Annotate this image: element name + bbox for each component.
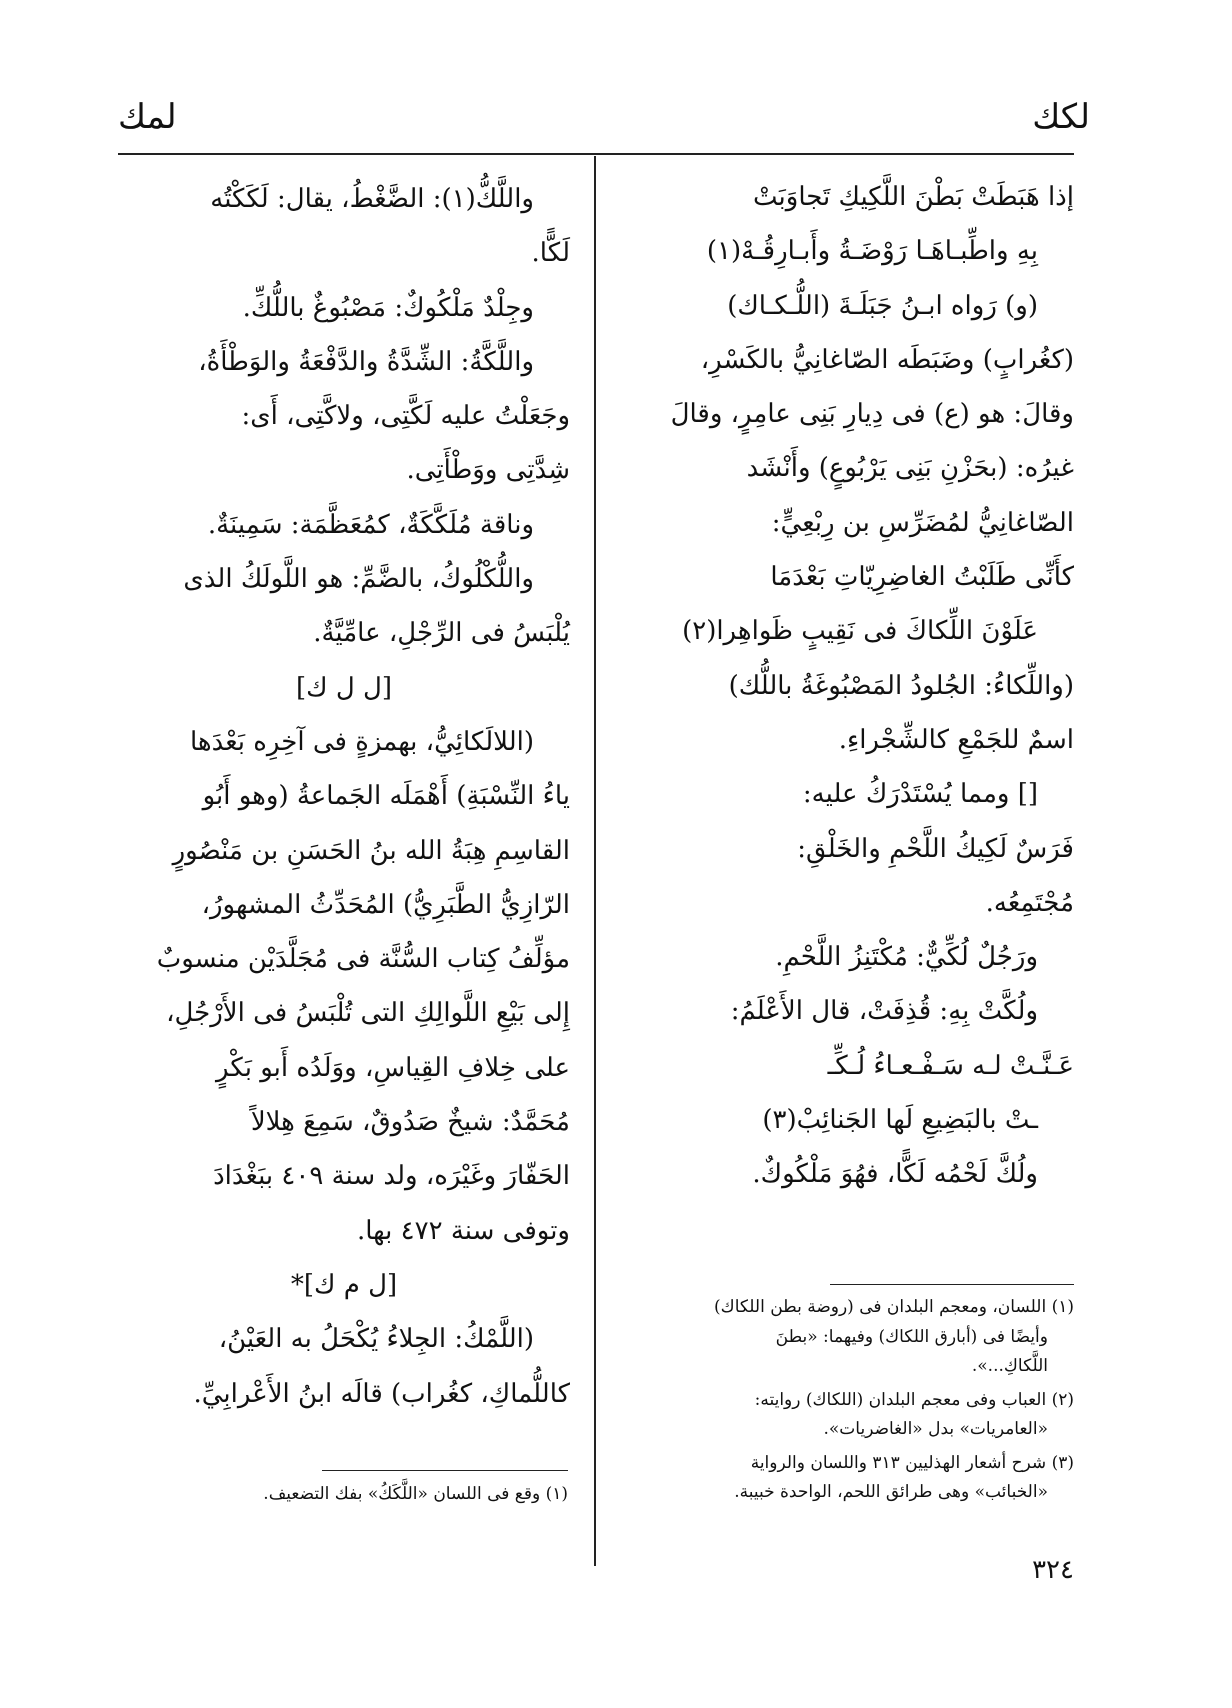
text-line: بِهِ واطِّبـاهَـا رَوْضَـةُ وأَبـارِقُـهْ(١)	[706, 236, 1038, 267]
footnotes-left	[180, 1480, 568, 1514]
footnote-rule-left	[322, 1470, 568, 1471]
text-line: إذا هَبَطَتْ بَطْنَ اللَّكِيكِ تَجاوَبَتْ	[753, 182, 1074, 212]
footnote-line: (٢) العباب وفى معجم البلدان (اللكاك) روايته:	[754, 1389, 1074, 1410]
section-heading: [ل م ك]*	[290, 1269, 398, 1300]
text-line: يُلْبَسُ فى الرِّجْلِ، عامِّيَّةٌ.	[313, 618, 570, 649]
text-line: مُجْتَمِعُه.	[985, 887, 1074, 918]
left-column	[118, 172, 570, 1421]
text-line: واللَّكَّةُ: الشِّدَّةُ والدَّفْعَةُ والوَطْأَةُ،	[198, 346, 534, 377]
text-line: وتوفى سنة ٤٧٢ بها.	[356, 1215, 570, 1246]
text-line: (و) رَواه ابـنُ جَبَلَـةَ (اللُّـكـاك)	[727, 290, 1038, 321]
footnote-line: «العامريات» بدل «الغاضريات».	[823, 1419, 1048, 1439]
text-line: مؤلِّفُ كِتاب السُّنَّة فى مُجَلَّدَيْن منسوبٌ	[156, 944, 570, 975]
text-line: لَكًّا.	[531, 238, 570, 269]
text-line: مُحَمَّدٌ: شيخٌ صَدُوقٌ، سَمِعَ هِلالاً	[250, 1107, 570, 1138]
text-line: الحَفّارَ وغَيْرَه، ولد سنة ٤٠٩ ببَغْدَادَ	[213, 1161, 570, 1192]
text-line: وجِلْدٌ مَلْكُوكٌ: مَصْبُوغٌ باللُّكِّ.	[242, 292, 534, 323]
text-line: إِلى بَيْعِ اللَّوالِكِ التى تُلْبَسُ فى الأَرْجُلِ،	[166, 998, 570, 1029]
text-line: غيرُه: (بحَزْنِ بَنِى يَرْبُوعٍ) وأَنْشَد	[746, 453, 1074, 484]
text-line: ورَجُلٌ لُكِّيٌّ: مُكْتَنِزُ اللَّحْمِ.	[775, 942, 1038, 973]
text-line: شِدَّتِى ووَطْأَتِى.	[406, 455, 570, 486]
text-line: ولُكَّ لَحْمُه لَكًّا، فهُوَ مَلْكُوكٌ.	[752, 1159, 1038, 1190]
column-divider	[594, 156, 596, 1566]
text-line: عَـنَّـتْ لـه سَـفْـعـاءُ لُـكِّـ	[827, 1050, 1074, 1081]
text-line: ـتْ بالبَضِيعِ لَها الجَنائِبْ(٣)	[762, 1105, 1038, 1136]
text-line: [] ومما يُسْتَدْرَكُ عليه:	[802, 779, 1038, 810]
text-line: الرّازِيُّ الطَّبَرِيُّ) المُحَدِّثُ المشهورُ،	[201, 889, 570, 920]
text-line: فَرَسٌ لَكِيكُ اللَّحْمِ والخَلْقِ:	[797, 833, 1074, 864]
footnote-line: (١) وقع فى اللسان «اللَّكَكُ» بفك التضعيف.	[263, 1484, 568, 1504]
text-line: ولُكَّتْ بِهِ: قُذِفَتْ، قال الأَعْلَمُ:	[730, 996, 1038, 1027]
text-line: (واللِّكاءُ: الجُلودُ المَصْبُوغَةُ باللُّك)	[728, 670, 1074, 701]
running-head-left: لمك	[118, 97, 177, 137]
footnote-line: اللَّكاكِ...».	[971, 1356, 1048, 1376]
text-line: على خِلافِ القِياسِ، ووَلَدُه أَبو بَكْرٍ	[216, 1052, 570, 1083]
text-line: ياءُ النِّسْبَةِ) أَهْمَلَه الجَماعةُ (وهو أَبُو	[202, 781, 570, 812]
text-line: وجَعَلْتُ عليه لَكَّتِى، ولاكَّتِى، أَى:	[241, 401, 570, 432]
footnote-line: «الخبائب» وهى طرائق اللحم، الواحدة خبيبة.	[734, 1482, 1048, 1502]
text-line: واللَّكُّ(١): الضَّغْطُ، يقال: لَكَكْتُه	[210, 184, 534, 214]
text-line: (كغُرابٍ) وضَبَطَه الصّاغانِيُّ بالكَسْرِ،	[700, 344, 1074, 375]
text-line: (اللَّمْكُ: الجِلاءُ يُكْحَلُ به العَيْنُ،	[218, 1324, 534, 1355]
text-line: عَلَوْنَ اللِّكاكَ فى نَقِيبٍ ظَواهِرا(٢)	[682, 616, 1038, 647]
text-line: اسمٌ للجَمْعِ كالشِّجْراءِ.	[838, 724, 1074, 755]
text-line: وناقة مُلَكَّكَةٌ، كمُعَظَّمَة: سَمِينَةٌ.	[207, 509, 534, 540]
footnote-rule-right	[830, 1284, 1074, 1285]
page-number: ٣٢٤	[1032, 1555, 1074, 1585]
footnote-line: (١) اللسان، ومعجم البلدان فى (روضة بطن اللكاك)	[714, 1297, 1074, 1317]
text-line: كأَنِّى طَلَبْتُ الغاضِرِيّاتِ بَعْدَمَا	[770, 562, 1074, 593]
footnotes-right	[631, 1293, 1074, 1512]
header-rule	[118, 153, 1074, 155]
running-head-right: لكك	[1032, 97, 1090, 137]
text-line: وقالَ: هو (ع) فى دِيارِ بَنِى عامِرٍ، وقالَ	[670, 399, 1074, 430]
section-heading: [ل ل ك]	[295, 672, 393, 703]
right-column	[631, 170, 1074, 1202]
footnote-line: (٣) شرح أشعار الهذليين ٣١٣ واللسان والرواية	[750, 1452, 1074, 1473]
text-line: القاسِمِ هِبَةُ الله بنُ الحَسَنِ بن مَنْصُورٍ	[172, 835, 570, 866]
text-line: واللُّكْلُوكُ، بالضَّمِّ: هو اللَّولَكُ الذى	[183, 564, 534, 595]
text-line: الصّاغانِيُّ لمُضَرِّسِ بن رِبْعِيٍّ:	[771, 507, 1074, 538]
text-line: (اللالَكائِيُّ، بهمزةٍ فى آخِرِه بَعْدَها	[189, 726, 534, 757]
footnote-line: وأيضًا فى (أبارق اللكاك) وفيهما: «بطنَ	[775, 1326, 1048, 1347]
text-line: كاللُّماكِ، كغُراب) قالَه ابنُ الأَعْرابِيِّ.	[193, 1378, 570, 1409]
